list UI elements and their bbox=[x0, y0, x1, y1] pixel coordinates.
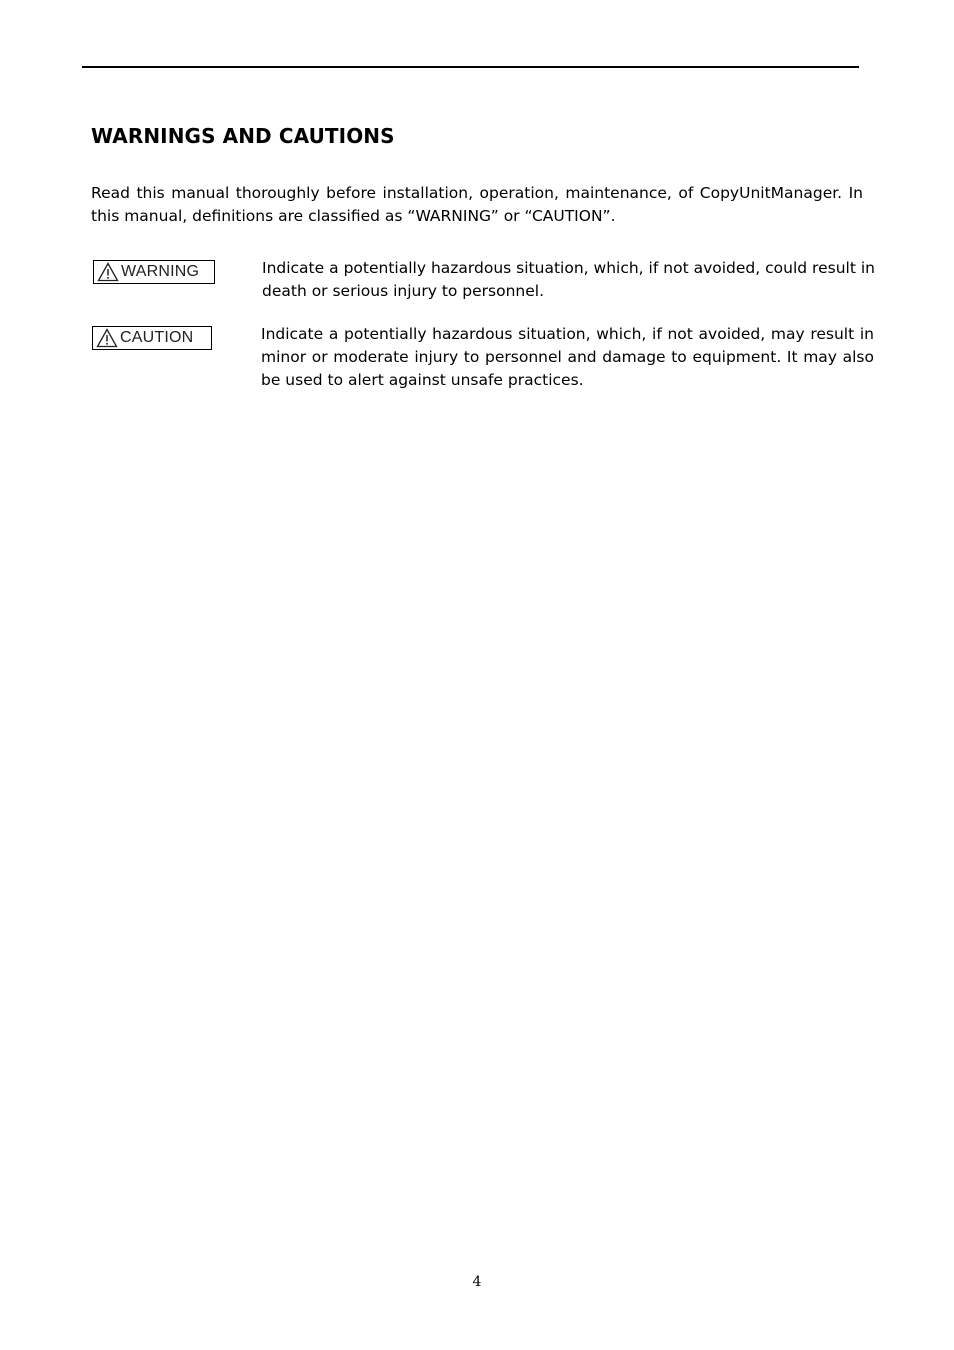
caution-definition-text: Indicate a potentially hazardous situation, which, if not avoided, may result in minor or moderate injury to personnel and damage to equipment. It may also be used to alert against unsafe practices. bbox=[261, 325, 874, 389]
warning-triangle-icon bbox=[97, 262, 119, 282]
caution-badge bbox=[92, 326, 212, 350]
warning-badge-label: WARNING bbox=[121, 263, 200, 280]
warning-badge bbox=[93, 260, 215, 284]
intro-paragraph: Read this manual thoroughly before installation, operation, maintenance, of CopyUnitManager. In this manual, definitions are classified as “WARNING” or “CAUTION”. bbox=[91, 184, 863, 225]
header-rule bbox=[82, 66, 859, 68]
caution-badge-label: CAUTION bbox=[120, 329, 194, 346]
warning-definition-text: Indicate a potentially hazardous situation, which, if not avoided, could result in death or serious injury to personnel. bbox=[262, 259, 875, 300]
page-title: WARNINGS AND CAUTIONS bbox=[91, 124, 395, 148]
page-number: 4 bbox=[472, 1274, 482, 1290]
warning-triangle-icon bbox=[96, 328, 118, 348]
